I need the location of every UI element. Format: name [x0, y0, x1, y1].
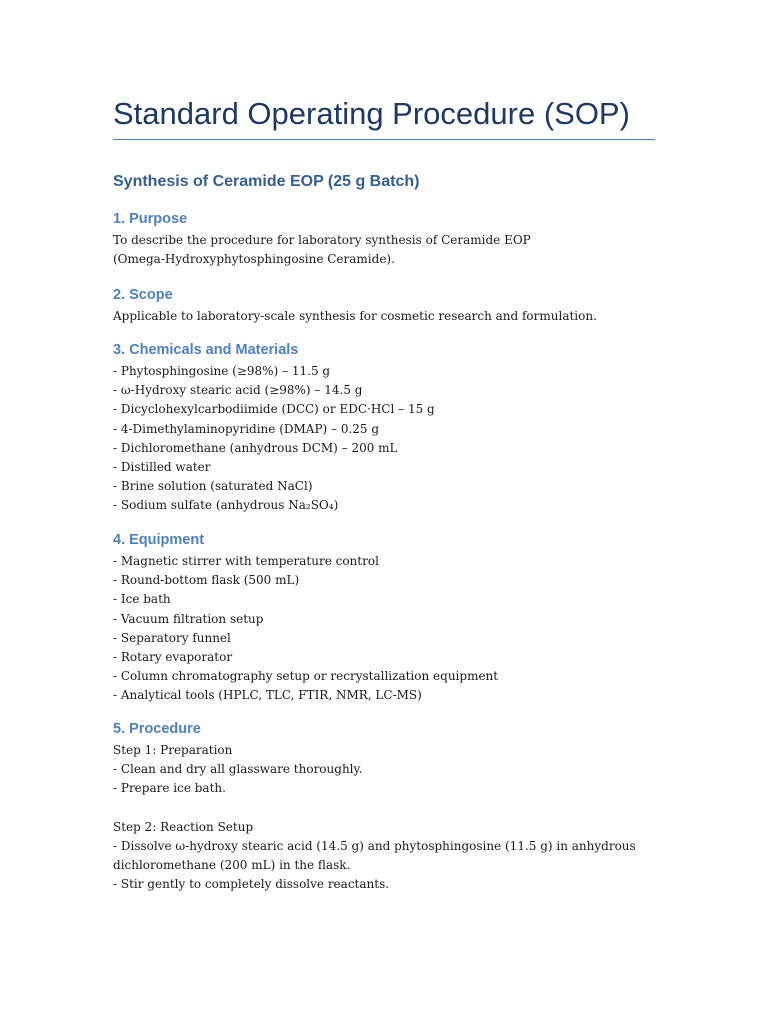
- procedure-step-2: [113, 818, 655, 895]
- list-item: - Separatory funnel: [113, 630, 231, 645]
- section-scope: [113, 285, 655, 326]
- section-purpose: [113, 209, 655, 269]
- chemicals-list: [113, 362, 655, 516]
- list-item: - Sodium sulfate (anhydrous Na₂SO₄): [113, 498, 339, 513]
- section-heading-equipment: 4. Equipment: [113, 532, 205, 548]
- equipment-list: [113, 552, 655, 706]
- step-title: Step 1: Preparation: [113, 743, 233, 757]
- section-equipment: [113, 530, 655, 706]
- section-procedure: [113, 719, 655, 894]
- procedure-step-1: [113, 741, 655, 799]
- title-divider: [113, 139, 655, 140]
- section-heading-scope: 2. Scope: [113, 287, 173, 303]
- list-item: - Dicyclohexylcarbodiimide (DCC) or EDC·HCl – 15 g: [113, 402, 435, 417]
- section-chemicals: [113, 340, 655, 516]
- list-item: - Round-bottom flask (500 mL): [113, 573, 300, 588]
- list-item: - Dissolve ω-hydroxy stearic acid (14.5 g) and phytosphingosine (11.5 g) in anhydrous: [113, 838, 636, 853]
- section-heading-procedure: 5. Procedure: [113, 721, 201, 737]
- list-item: dichloromethane (200 mL) in the flask.: [113, 858, 351, 873]
- list-item: - Rotary evaporator: [113, 650, 233, 665]
- list-item: - Stir gently to completely dissolve reactants.: [113, 877, 390, 892]
- list-item: - 4-Dimethylaminopyridine (DMAP) – 0.25 g: [113, 421, 380, 436]
- list-item: - Brine solution (saturated NaCl): [113, 479, 313, 494]
- list-item: - Vacuum filtration setup: [113, 611, 264, 626]
- list-item: - Column chromatography setup or recrystallization equipment: [113, 669, 499, 684]
- spacer: [113, 799, 655, 818]
- section-heading-chemicals: 3. Chemicals and Materials: [113, 342, 299, 358]
- list-item: - Clean and dry all glassware thoroughly.: [113, 762, 363, 777]
- list-item: - Dichloromethane (anhydrous DCM) – 200 mL: [113, 440, 398, 455]
- list-item: - Ice bath: [113, 592, 171, 607]
- document-title: Standard Operating Procedure (SOP): [113, 96, 630, 131]
- list-item: - Magnetic stirrer with temperature control: [113, 554, 379, 568]
- section-heading-purpose: 1. Purpose: [113, 211, 188, 227]
- list-item: - Distilled water: [113, 460, 211, 475]
- purpose-text: To describe the procedure for laboratory synthesis of Ceramide EOP (Omega-Hydroxyphytosphingosine Ceramide).: [113, 233, 531, 266]
- document-subtitle: Synthesis of Ceramide EOP (25 g Batch): [113, 173, 420, 190]
- list-item: - Prepare ice bath.: [113, 781, 226, 796]
- list-item: - Analytical tools (HPLC, TLC, FTIR, NMR, LC-MS): [113, 688, 422, 703]
- step-title: Step 2: Reaction Setup: [113, 819, 254, 834]
- list-item: - Phytosphingosine (≥98%) – 11.5 g: [113, 364, 331, 378]
- scope-text: Applicable to laboratory-scale synthesis for cosmetic research and formulation.: [113, 309, 597, 323]
- list-item: - ω-Hydroxy stearic acid (≥98%) – 14.5 g: [113, 383, 363, 398]
